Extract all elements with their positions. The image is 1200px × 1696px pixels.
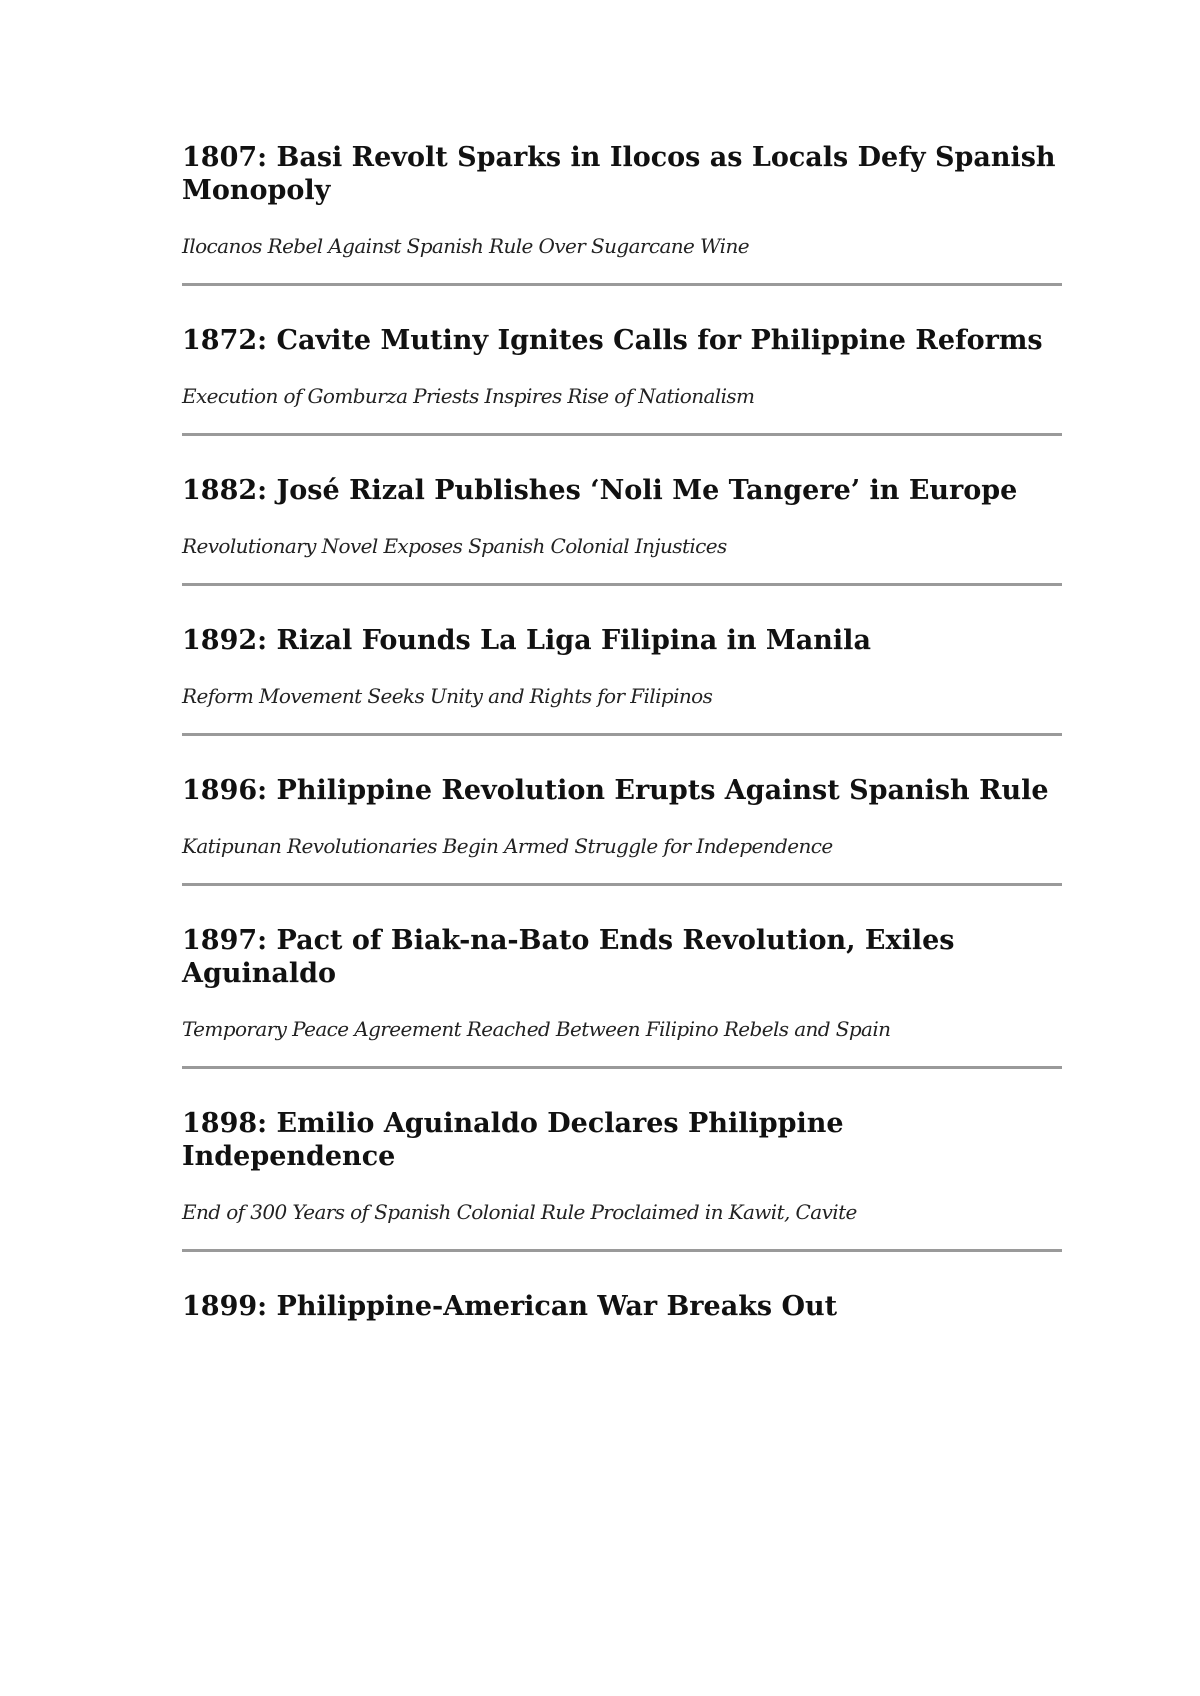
timeline-entry-1897	[182, 924, 1062, 1042]
timeline-entry-1872	[182, 324, 1062, 409]
entry-title: 1898: Emilio Aguinaldo Declares Philippine Independence	[182, 1108, 844, 1172]
entry-title: 1896: Philippine Revolution Erupts Against Spanish Rule	[182, 775, 1049, 806]
entry-subtitle: Revolutionary Novel Exposes Spanish Colonial Injustices	[182, 534, 727, 558]
entry-subtitle: Execution of Gomburza Priests Inspires Rise of Nationalism	[182, 384, 755, 408]
entry-title: 1897: Pact of Biak-na-Bato Ends Revolution, Exiles Aguinaldo	[182, 925, 955, 989]
timeline-entry-1882	[182, 474, 1062, 559]
entry-title: 1807: Basi Revolt Sparks in Ilocos as Locals Defy Spanish Monopoly	[182, 142, 1056, 206]
entry-divider	[182, 883, 1062, 886]
entry-subtitle: End of 300 Years of Spanish Colonial Rule Proclaimed in Kawit, Cavite	[182, 1200, 857, 1224]
timeline-entry-1896	[182, 774, 1062, 859]
entry-divider	[182, 1066, 1062, 1069]
entry-divider	[182, 433, 1062, 436]
entry-title: 1872: Cavite Mutiny Ignites Calls for Philippine Reforms	[182, 325, 1043, 356]
timeline-entry-1898	[182, 1107, 1062, 1225]
entry-title: 1882: José Rizal Publishes ‘Noli Me Tangere’ in Europe	[182, 475, 1018, 506]
timeline-entry-1807	[182, 141, 1062, 259]
entry-divider	[182, 733, 1062, 736]
entry-title: 1899: Philippine-American War Breaks Out	[182, 1291, 838, 1322]
entry-title: 1892: Rizal Founds La Liga Filipina in Manila	[182, 625, 871, 656]
entry-subtitle: Katipunan Revolutionaries Begin Armed Struggle for Independence	[182, 834, 833, 858]
entry-divider	[182, 1249, 1062, 1252]
entry-divider	[182, 583, 1062, 586]
entry-subtitle: Ilocanos Rebel Against Spanish Rule Over Sugarcane Wine	[182, 234, 749, 258]
entry-subtitle: Reform Movement Seeks Unity and Rights for Filipinos	[182, 684, 713, 708]
timeline-entry-1892	[182, 624, 1062, 709]
entry-divider	[182, 283, 1062, 286]
timeline-document	[182, 141, 1062, 1323]
entry-subtitle: Temporary Peace Agreement Reached Between Filipino Rebels and Spain	[182, 1017, 891, 1041]
timeline-entry-1899	[182, 1290, 1062, 1323]
